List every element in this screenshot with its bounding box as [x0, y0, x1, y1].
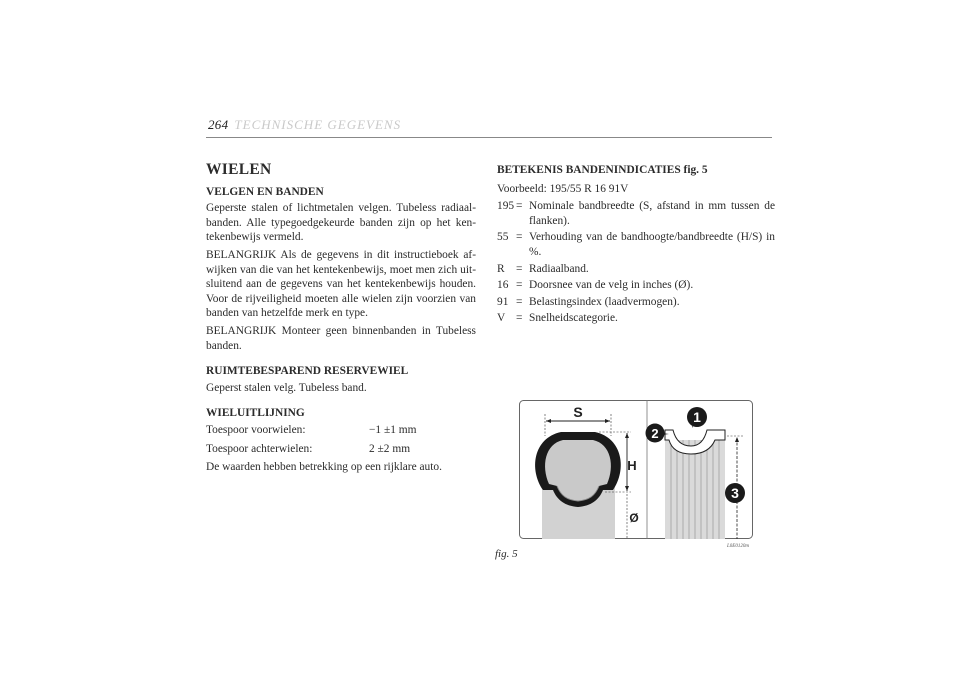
- alignment-label: Toespoor voorwielen:: [206, 423, 306, 436]
- spare-wheel-heading: RUIMTEBESPAREND RESERVEWIEL: [206, 365, 409, 378]
- right-column: [497, 163, 775, 328]
- page-number: 264: [208, 117, 229, 132]
- rims-heading: VELGEN EN BANDEN: [206, 185, 324, 198]
- list-item: 55 = Verhouding van de bandhoogte/bandbreedte (H/S) in %.: [497, 231, 775, 258]
- diameter-label: Ø: [629, 511, 639, 525]
- spare-wheel-text: Geperst stalen velg. Tubeless band.: [206, 381, 367, 394]
- h-label: H: [627, 458, 637, 473]
- section-title: TECHNISCHE GEGEVENS: [234, 117, 402, 132]
- alignment-label: Toespoor achterwielen:: [206, 442, 313, 455]
- tyre-example: Voorbeeld: 195/55 R 16 91V: [497, 182, 629, 195]
- page-header: [208, 117, 401, 133]
- tyre-figure: [519, 400, 753, 539]
- list-item: 91 = Belastingsindex (laadvermogen).: [497, 295, 680, 308]
- important-note-2: BELANGRIJK Monteer geen binnenbanden in Tubeless banden.: [206, 324, 476, 352]
- s-label: S: [573, 404, 583, 420]
- tyre-code-list: [497, 199, 775, 326]
- callout-3: 3: [731, 485, 739, 501]
- page-title: WIELEN: [206, 161, 272, 178]
- alignment-note: De waarden hebben betrekking op een rijklare auto.: [206, 461, 442, 474]
- figure-code: L0E0120m: [727, 544, 749, 549]
- rims-text: Geperste stalen of lichtmetalen velgen. Tubeless radiaal-banden. Alle typegoedgekeurde banden zijn op het ken-tekenbewijs vermeld.: [206, 202, 476, 244]
- callout-2: 2: [651, 426, 659, 441]
- alignment-heading: WIELUITLIJNING: [206, 407, 305, 420]
- alignment-row-front: [206, 423, 476, 438]
- figure-caption: fig. 5: [495, 548, 518, 560]
- important-note-1: BELANGRIJK Als de gegevens in dit instructieboek af-wijken van die van het kentekenbewijs, moet men zich uit-sluitend aan de gegevens van het kentekenbewijs houden. Voor de rijveiligheid moeten alle wielen zijn voorzien van banden van hetzelfde merk en type.: [206, 248, 476, 320]
- callout-1: 1: [693, 409, 701, 425]
- list-item: 16 = Doorsnee van de velg in inches (Ø).: [497, 279, 694, 292]
- alignment-row-rear: [206, 442, 476, 457]
- tyre-markings-heading: BETEKENIS BANDENINDICATIES fig. 5: [497, 164, 708, 176]
- alignment-value: 2 ±2 mm: [369, 442, 411, 455]
- left-column: [206, 163, 476, 478]
- list-item: V = Snelheidscategorie.: [497, 312, 618, 325]
- header-rule: [206, 137, 772, 138]
- alignment-value: −1 ±1 mm: [369, 423, 417, 436]
- list-item: R = Radiaalband.: [497, 262, 589, 275]
- list-item: 195 = Nominale bandbreedte (S, afstand in mm tussen de flanken).: [497, 200, 775, 227]
